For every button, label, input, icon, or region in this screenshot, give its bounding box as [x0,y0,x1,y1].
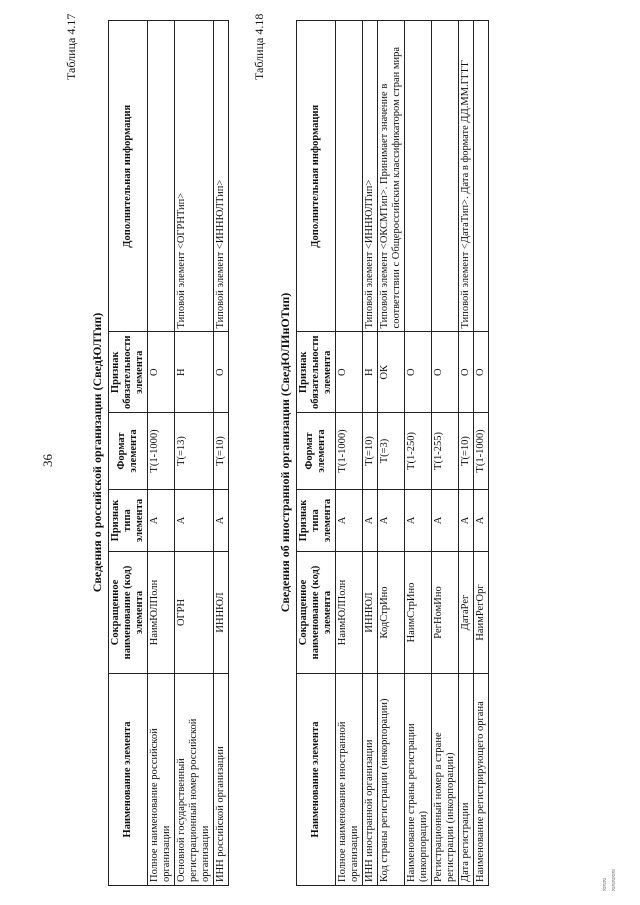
table-cell: Т(=3) [378,413,405,490]
header-cell: Признак типа элемента [297,490,336,552]
table-cell: КодСтрИно [378,552,405,674]
table-cell: О [405,332,432,413]
table-russian-organization [108,20,229,886]
table-cell: ДатаРег [459,552,474,674]
table-cell: О [474,332,489,413]
table-cell: ИННЮЛ [363,552,378,674]
table-cell: Т(=10) [363,413,378,490]
table-cell: Т(=10) [459,413,474,490]
table-cell: Т(1-1000) [148,413,175,490]
table-row [432,21,459,886]
table-cell: Т(1-250) [405,413,432,490]
table-row [459,21,474,886]
table-cell: ИННЮЛ [214,552,229,674]
table-row [405,21,432,886]
table-cell: А [459,490,474,552]
header-cell: Формат элемента [297,413,336,490]
table-4-18-label: Таблица 4.18 [252,13,266,80]
table-cell: О [459,332,474,413]
table-row [175,21,214,886]
table-cell: Н [363,332,378,413]
table-cell: Типовой элемент <ОГРНТип> [175,21,214,332]
table-cell: А [405,490,432,552]
header-cell: Признак обязательности элемента [297,332,336,413]
table-cell: А [378,490,405,552]
table-cell: А [214,490,229,552]
table-cell: А [363,490,378,552]
table-row [336,21,363,886]
table-cell: Т(=10) [214,413,229,490]
table-cell: О [148,332,175,413]
table-4-18-title: Сведения об иностранной организации (СведЮЛИнОТип) [278,292,292,613]
table-row [378,21,405,886]
table-header-row [297,21,336,886]
table-cell: Типовой элемент <ОКСМТип>. Принимает значение в соответствии с Общероссийским классификатором стран мира [378,21,405,332]
table-row [363,21,378,886]
table-cell [474,21,489,332]
table-header-row [109,21,148,886]
header-cell: Сокращенное наименование (код) элемента [109,552,148,674]
table-cell: Типовой элемент <ДатаТип>. Дата в формате ДД.ММ.ГГГГ [459,21,474,332]
table-cell: Код страны регистрации (инкорпорации) [378,674,405,886]
header-cell: Дополнительная информация [297,21,336,332]
table-cell: Т(1-255) [432,413,459,490]
table-cell: О [214,332,229,413]
table-cell [336,21,363,332]
table-row [474,21,489,886]
table-cell: ИНН российской организации [214,674,229,886]
table-cell: НаимЮЛПолн [148,552,175,674]
page-number: 36 [40,454,55,467]
table-row [148,21,175,886]
header-cell: Сокращенное наименование (код) элемента [297,552,336,674]
table-cell: Наименование страны регистрации (инкорпорации) [405,674,432,886]
table-cell: ОГРН [175,552,214,674]
table-cell: А [175,490,214,552]
table-cell: ИНН иностранной организации [363,674,378,886]
header-cell: Дополнительная информация [109,21,148,332]
table-cell: Полное наименование российской организации [148,674,175,886]
table-cell: Т(=13) [175,413,214,490]
header-cell: Наименование элемента [109,674,148,886]
table-cell: О [432,332,459,413]
table-cell: Т(1-1000) [474,413,489,490]
table-cell: НаимЮЛПолн [336,552,363,674]
table-cell: Н [175,332,214,413]
header-cell: Признак типа элемента [109,490,148,552]
table-cell [148,21,175,332]
table-cell: О [336,332,363,413]
table-cell [432,21,459,332]
table-cell: Т(1-1000) [336,413,363,490]
table-4-17-label: Таблица 4.17 [64,13,78,80]
table-row [214,21,229,886]
table-cell: Дата регистрации [459,674,474,886]
header-cell: Наименование элемента [297,674,336,886]
table-cell: Основной государственный регистрационный номер российской организации [175,674,214,886]
table-cell: Типовой элемент <ИННЮЛТип> [214,21,229,332]
table-cell: А [148,490,175,552]
table-cell [405,21,432,332]
table-cell: ОК [378,332,405,413]
header-cell: Признак обязательности элемента [109,332,148,413]
scan-stamp-mark: ≈≈≈ ≈≈≈≈≈ [600,869,618,891]
table-cell: А [432,490,459,552]
table-cell: Полное наименование иностранной организации [336,674,363,886]
table-cell: РегНомИно [432,552,459,674]
table-cell: Типовой элемент <ИННЮЛТип> [363,21,378,332]
table-cell: А [336,490,363,552]
header-cell: Формат элемента [109,413,148,490]
table-cell: НаимСтрИно [405,552,432,674]
table-cell: НаимРегОрг [474,552,489,674]
table-cell: Наименование регистрирующего органа [474,674,489,886]
table-4-17-title: Сведения о российской организации (СведЮЛТип) [90,312,104,593]
table-cell: Регистрационный номер в стране регистрации (инкорпорации) [432,674,459,886]
table-cell: А [474,490,489,552]
table-foreign-organization [296,20,489,886]
